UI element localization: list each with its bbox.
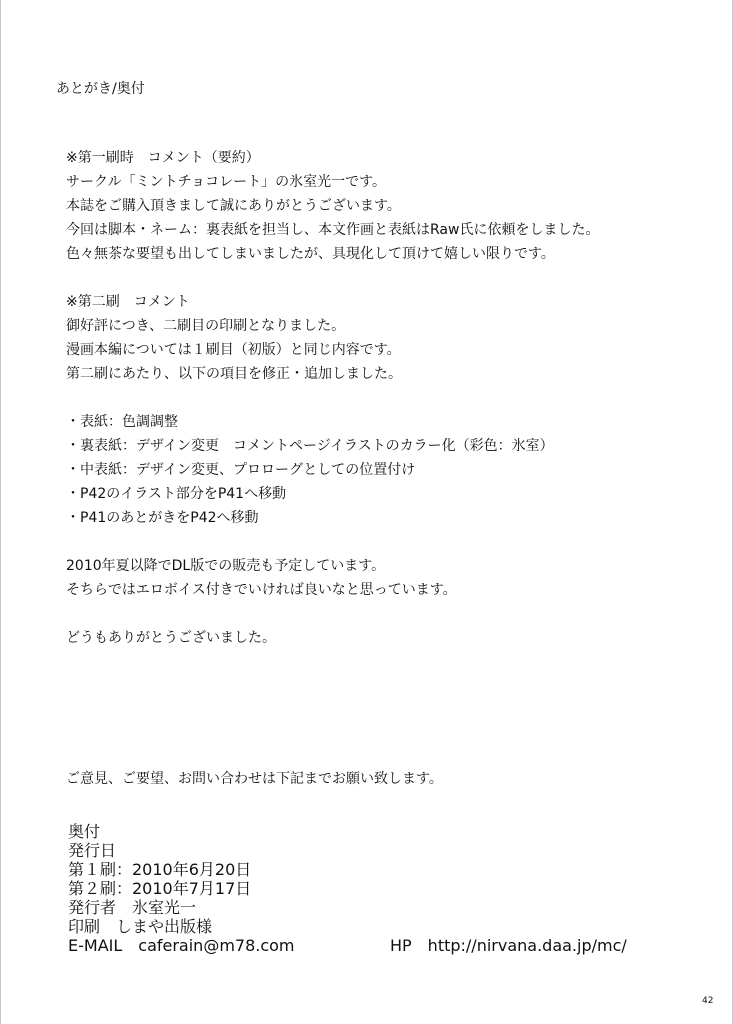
contact-line: ご意見、ご要望、お問い合わせは下記までお願い致します。 <box>66 771 443 787</box>
second-print-date: 第２刷：2010年7月17日 <box>68 879 252 898</box>
change-list-item: ・中表紙：デザイン変更、プロローグとしての位置付け <box>66 462 416 478</box>
publisher: 発行者 氷室光一 <box>68 898 197 917</box>
page-title: あとがき/奥付 <box>56 81 145 97</box>
comment-line: 本誌をご購入頂きまして誠にありがとうございます。 <box>66 198 401 214</box>
thanks-line: どうもありがとうございました。 <box>66 630 276 646</box>
first-print-comment-heading: ※第一刷時 コメント（要約） <box>66 150 260 166</box>
comment-line: 御好評につき、二刷目の印刷となりました。 <box>66 318 346 334</box>
change-list-item: ・P42のイラスト部分をP41へ移動 <box>66 486 287 502</box>
homepage-url: HP http://nirvana.daa.jp/mc/ <box>390 936 627 955</box>
issue-date-label: 発行日 <box>68 841 117 860</box>
page-border-left <box>0 0 1 1024</box>
printer: 印刷 しまや出版様 <box>68 917 213 936</box>
comment-line: サークル「ミントチョコレート」の氷室光一です。 <box>66 174 387 190</box>
comment-line: 色々無茶な要望も出してしまいましたが、具現化して頂けて嬉しい限りです。 <box>66 246 555 262</box>
comment-line: 今回は脚本・ネーム：裏表紙を担当し、本文作画と表紙はRaw氏に依頼をしました。 <box>66 222 600 238</box>
comment-line: 漫画本編については１刷目（初版）と同じ内容です。 <box>66 342 401 358</box>
second-print-comment-heading: ※第二刷 コメント <box>66 294 190 310</box>
comment-line: 2010年夏以降でDL版での販売も予定しています。 <box>66 558 386 574</box>
colophon-title: 奥付 <box>68 822 101 841</box>
comment-line: そちらではエロボイス付きでいければ良いなと思っています。 <box>66 582 457 598</box>
email: E-MAIL caferain@m78.com <box>68 936 295 955</box>
change-list-item: ・裏表紙：デザイン変更 コメントページイラストのカラー化（彩色：氷室） <box>66 438 554 454</box>
page-number: 42 <box>702 996 714 1006</box>
change-list-item: ・P41のあとがきをP42へ移動 <box>66 510 259 526</box>
first-print-date: 第１刷：2010年6月20日 <box>68 860 252 879</box>
comment-line: 第二刷にあたり、以下の項目を修正・追加しました。 <box>66 366 402 382</box>
change-list-item: ・表紙：色調調整 <box>66 414 178 430</box>
